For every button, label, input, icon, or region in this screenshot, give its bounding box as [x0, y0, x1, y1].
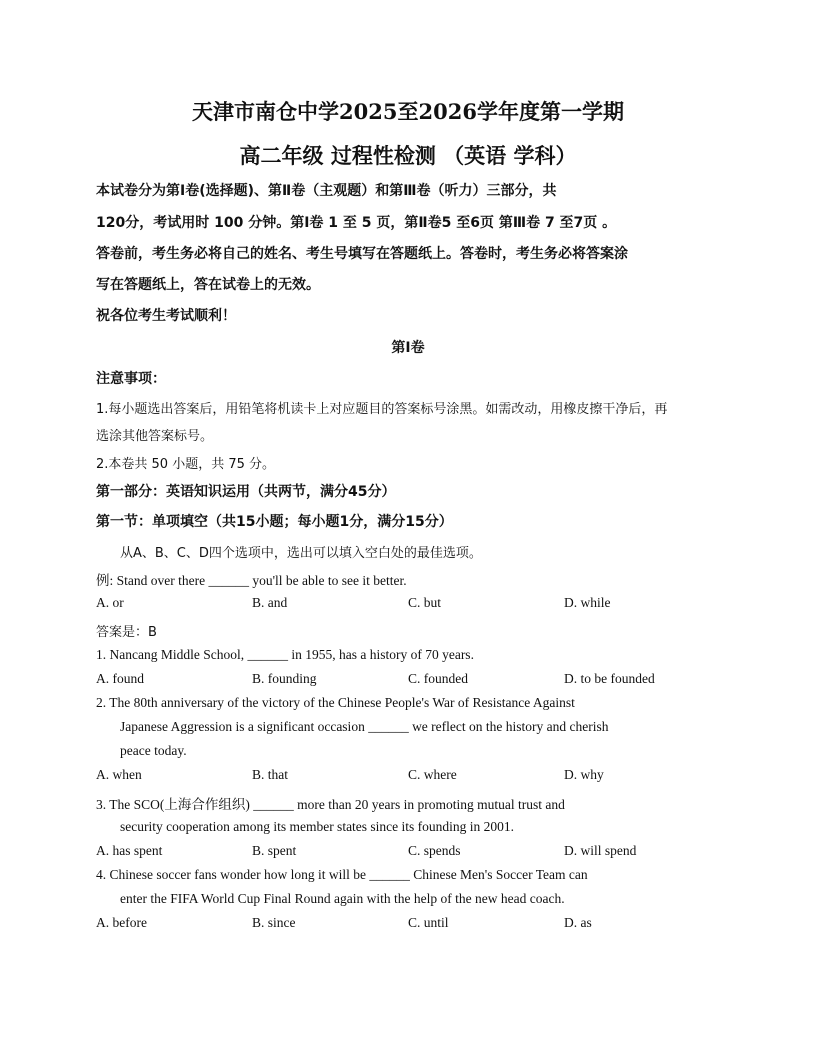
notes-heading: 注意事项： — [96, 371, 166, 387]
question-1-options — [96, 671, 736, 689]
option-c: C. until — [408, 915, 449, 930]
option-b: B. since — [252, 915, 296, 930]
option-b: B. founding — [252, 671, 317, 686]
question-3-stem-cont: security cooperation among its member states since its founding in 2001. — [120, 819, 515, 834]
intro-line-3: 答卷前，考生务必将自己的姓名、考生号填写在答题纸上。答卷时，考生务必将答案涂 — [96, 246, 628, 262]
option-d: D. will spend — [564, 843, 637, 858]
option-a: A. when — [96, 767, 142, 782]
question-2-options — [96, 767, 736, 785]
intro-line-4: 写在答题纸上，答在试卷上的无效。 — [96, 277, 320, 293]
volume-label: 第Ⅰ卷 — [391, 340, 425, 356]
exam-subtitle: 高二年级 过程性检测 （英语 学科） — [239, 143, 577, 168]
question-3-options — [96, 843, 736, 861]
question-2-stem-cont: peace today. — [120, 743, 187, 758]
notes-item-2: 2.本卷共 50 小题，共 75 分。 — [96, 457, 276, 472]
notes-item-1-cont: 选涂其他答案标号。 — [96, 429, 214, 444]
option-c: C. founded — [408, 671, 468, 686]
question-2-stem-cont: Japanese Aggression is a significant occasion ______ we reflect on the history and cherish — [120, 719, 609, 734]
option-c: C. spends — [408, 843, 461, 858]
option-a: A. before — [96, 915, 147, 930]
question-1-stem: 1. Nancang Middle School, ______ in 1955, has a history of 70 years. — [96, 647, 474, 662]
question-4-stem: 4. Chinese soccer fans wonder how long it will be ______ Chinese Men's Soccer Team can — [96, 867, 588, 882]
part1-heading: 第一部分：英语知识运用（共两节，满分45分） — [96, 484, 396, 500]
option-a: A. has spent — [96, 843, 163, 858]
intro-line-2: 120分，考试用时 100 分钟。第Ⅰ卷 1 至 5 页，第Ⅱ卷5 至6页 第Ⅲ卷 7 至7页 。 — [96, 215, 617, 231]
example-options — [96, 595, 736, 613]
notes-item-1: 1.每小题选出答案后，用铅笔将机读卡上对应题目的答案标号涂黑。如需改动，用橡皮擦干净后，再 — [96, 402, 668, 417]
section1-instruction: 从A、B、C、D四个选项中，选出可以填入空白处的最佳选项。 — [120, 546, 482, 561]
option-d: D. why — [564, 767, 604, 782]
option-d: D. as — [564, 915, 592, 930]
option-d: D. to be founded — [564, 671, 655, 686]
question-2-stem: 2. The 80th anniversary of the victory of the Chinese People's War of Resistance Against — [96, 695, 575, 710]
intro-line-5: 祝各位考生考试顺利！ — [96, 308, 236, 324]
option-b: B. spent — [252, 843, 297, 858]
exam-title: 天津市南仓中学2025至2026学年度第一学期 — [192, 99, 624, 124]
option-a: A. found — [96, 671, 144, 686]
question-3-stem: 3. The SCO(上海合作组织) ______ more than 20 years in promoting mutual trust and — [96, 797, 565, 812]
example-stem: 例: Stand over there ______ you'll be able to see it better. — [96, 573, 407, 588]
option-c: C. but — [408, 595, 442, 610]
option-c: C. where — [408, 767, 457, 782]
option-b: B. and — [252, 595, 288, 610]
intro-line-1: 本试卷分为第Ⅰ卷(选择题)、第Ⅱ卷（主观题）和第Ⅲ卷（听力）三部分，共 — [96, 183, 557, 199]
example-answer: 答案是：B — [96, 625, 157, 640]
option-d: D. while — [564, 595, 611, 610]
section1-heading: 第一节：单项填空（共15小题；每小题1分，满分15分） — [96, 514, 453, 530]
option-b: B. that — [252, 767, 288, 782]
question-4-stem-cont: enter the FIFA World Cup Final Round again with the help of the new head coach. — [120, 891, 565, 906]
question-4-options — [96, 915, 736, 933]
option-a: A. or — [96, 595, 124, 610]
